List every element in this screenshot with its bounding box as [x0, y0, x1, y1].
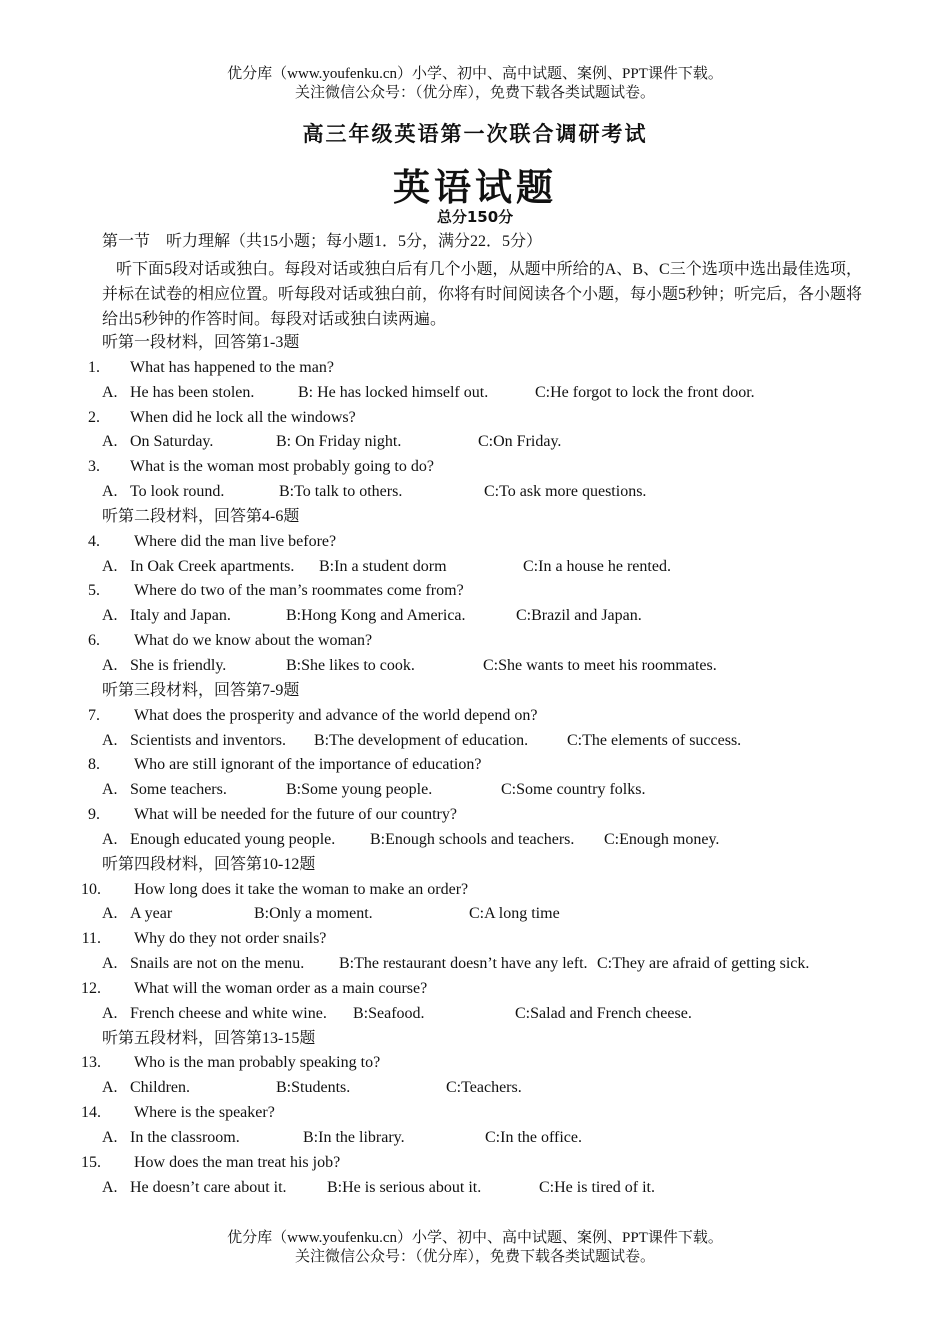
- question-row: [0, 803, 950, 828]
- option-a: In Oak Creek apartments.: [130, 557, 295, 575]
- material-heading: 听第五段材料，回答第13-15题: [102, 1029, 316, 1047]
- option-row: [0, 778, 950, 803]
- option-a: He has been stolen.: [130, 383, 255, 401]
- question-number: 10.: [81, 880, 101, 898]
- question-text: When did he lock all the windows?: [130, 408, 356, 426]
- option-a: Children.: [130, 1079, 190, 1097]
- material-heading: 听第一段材料，回答第1-3题: [102, 334, 300, 351]
- question-text: Who is the man probably speaking to?: [134, 1054, 381, 1072]
- question-text: How long does it take the woman to make an order?: [134, 880, 469, 898]
- option-row: [0, 1002, 950, 1027]
- option-label-a: A.: [102, 656, 118, 674]
- question-number: 2.: [88, 408, 100, 426]
- option-row: [0, 480, 950, 505]
- option-a: In the classroom.: [130, 1129, 240, 1146]
- option-c: C:In the office.: [485, 1129, 583, 1146]
- total-score: 总分150分: [436, 208, 514, 226]
- material-heading: 听第四段材料，回答第10-12题: [102, 855, 316, 873]
- option-b: B:The restaurant doesn’t have any left.: [339, 955, 588, 973]
- option-a: She is friendly.: [130, 656, 227, 674]
- question-number: 5.: [88, 582, 100, 600]
- option-label-a: A.: [102, 1129, 118, 1146]
- option-c: C:He is tired of it.: [539, 1178, 655, 1196]
- question-row: [0, 977, 950, 1002]
- option-label-a: A.: [102, 905, 118, 923]
- material-heading-row: [0, 679, 950, 704]
- option-a: Enough educated young people.: [130, 830, 336, 848]
- question-text: Where do two of the man’s roommates come from?: [134, 582, 464, 600]
- question-text: What is the woman most probably going to do?: [130, 458, 434, 476]
- option-row: [0, 430, 950, 455]
- question-text: How does the man treat his job?: [134, 1153, 341, 1171]
- exam-subtitle: 高三年级英语第一次联合调研考试: [302, 121, 648, 146]
- footer-line-1: 优分库（www.youfenku.cn）小学、初中、高中试题、案例、PPT课件下载。: [227, 1230, 723, 1246]
- option-a: He doesn’t care about it.: [130, 1178, 287, 1196]
- option-b: B:She likes to cook.: [286, 656, 415, 674]
- question-row: [0, 629, 950, 654]
- option-label-a: A.: [102, 607, 118, 625]
- question-number: 7.: [88, 706, 100, 724]
- option-c: C:Brazil and Japan.: [516, 607, 642, 625]
- question-row: [0, 878, 950, 903]
- option-b: B: He has locked himself out.: [298, 383, 489, 401]
- option-label-a: A.: [102, 433, 118, 451]
- option-a: A year: [130, 905, 173, 923]
- option-row: [0, 1126, 950, 1151]
- option-row: [0, 555, 950, 580]
- material-heading: 听第二段材料，回答第4-6题: [102, 507, 300, 525]
- question-number: 9.: [88, 806, 100, 824]
- question-row: [0, 1101, 950, 1126]
- question-number: 11.: [81, 930, 101, 948]
- question-text: What do we know about the woman?: [134, 632, 373, 650]
- option-b: B:Enough schools and teachers.: [370, 830, 575, 848]
- question-text: What has happened to the man?: [130, 358, 334, 376]
- question-number: 1.: [88, 358, 100, 376]
- question-number: 15.: [81, 1153, 101, 1171]
- option-c: C:He forgot to lock the front door.: [535, 383, 755, 401]
- option-c: C:Enough money.: [604, 830, 720, 848]
- question-row: [0, 927, 950, 952]
- question-number: 12.: [81, 979, 101, 997]
- option-a: Italy and Japan.: [130, 607, 231, 625]
- option-c: C:To ask more questions.: [484, 483, 647, 501]
- question-text: What does the prosperity and advance of the world depend on?: [134, 706, 538, 724]
- option-a: Snails are not on the menu.: [130, 955, 305, 973]
- header-line-2: 关注微信公众号：（优分库），免费下载各类试题试卷。: [294, 85, 655, 101]
- option-label-a: A.: [102, 1178, 118, 1196]
- option-label-a: A.: [102, 483, 118, 501]
- question-row: [0, 1051, 950, 1076]
- option-row: [0, 729, 950, 754]
- option-row: [0, 952, 950, 977]
- option-a: On Saturday.: [130, 433, 214, 451]
- option-b: B: On Friday night.: [276, 433, 402, 451]
- question-text: Who are still ignorant of the importance of education?: [134, 756, 482, 774]
- option-row: [0, 828, 950, 853]
- option-row: [0, 1076, 950, 1101]
- option-a: French cheese and white wine.: [130, 1004, 327, 1022]
- question-row: [0, 455, 950, 480]
- question-text: What will the woman order as a main course?: [134, 979, 428, 997]
- option-c: C:She wants to meet his roommates.: [483, 656, 717, 674]
- option-label-a: A.: [102, 1079, 118, 1097]
- question-number: 6.: [88, 632, 100, 650]
- header-line-1: 优分库（www.youfenku.cn）小学、初中、高中试题、案例、PPT课件下载。: [227, 66, 723, 82]
- section-instructions: 听下面5段对话或独白。每段对话或独白后有几个小题，从题中所给的A、B、C三个选项中选出最佳选项，并标在试卷的相应位置。听每段对话或独白前，你将有时间阅读各个小题，每小题5秒钟；听完后，各小题将给出5秒钟的作答时间。每段对话或独白读两遍。: [102, 261, 863, 328]
- question-number: 13.: [81, 1054, 101, 1072]
- material-heading: 听第三段材料，回答第7-9题: [102, 681, 300, 699]
- option-b: B:Hong Kong and America.: [286, 607, 466, 625]
- option-b: B:Seafood.: [353, 1004, 425, 1022]
- option-row: [0, 654, 950, 679]
- option-row: [0, 902, 950, 927]
- question-number: 3.: [88, 458, 100, 476]
- option-b: B:In the library.: [303, 1129, 405, 1146]
- option-row: [0, 381, 950, 406]
- option-b: B:He is serious about it.: [327, 1178, 482, 1196]
- option-label-a: A.: [102, 830, 118, 848]
- question-list: [0, 331, 950, 1201]
- material-heading-row: [0, 505, 950, 530]
- question-row: [0, 579, 950, 604]
- option-c: C:In a house he rented.: [523, 557, 671, 575]
- option-a: Scientists and inventors.: [130, 731, 286, 749]
- material-heading-row: [0, 331, 950, 356]
- option-label-a: A.: [102, 383, 118, 401]
- option-c: C:On Friday.: [478, 433, 562, 451]
- option-a: Some teachers.: [130, 781, 227, 799]
- material-heading-row: [0, 853, 950, 878]
- option-b: B:Some young people.: [286, 781, 433, 799]
- material-heading-row: [0, 1027, 950, 1052]
- question-row: [0, 753, 950, 778]
- question-row: [0, 1151, 950, 1176]
- option-c: C:Teachers.: [446, 1079, 522, 1097]
- option-a: To look round.: [130, 483, 225, 501]
- option-c: C:They are afraid of getting sick.: [597, 955, 810, 973]
- option-b: B:In a student dorm: [319, 557, 447, 575]
- question-row: [0, 704, 950, 729]
- question-number: 14.: [81, 1104, 101, 1122]
- option-b: B:The development of education.: [314, 731, 529, 749]
- option-label-a: A.: [102, 557, 118, 575]
- question-number: 8.: [88, 756, 100, 774]
- exam-title: 英语试题: [393, 165, 557, 209]
- option-b: B:To talk to others.: [279, 483, 403, 501]
- question-text: Where is the speaker?: [134, 1104, 275, 1122]
- question-text: What will be needed for the future of our country?: [134, 806, 457, 824]
- option-c: C:Some country folks.: [501, 781, 646, 799]
- question-text: Why do they not order snails?: [134, 930, 327, 948]
- option-c: C:The elements of success.: [567, 731, 742, 749]
- question-text: Where did the man live before?: [134, 532, 337, 550]
- option-label-a: A.: [102, 731, 118, 749]
- question-row: [0, 406, 950, 431]
- option-row: [0, 604, 950, 629]
- option-c: C:Salad and French cheese.: [515, 1004, 692, 1022]
- question-row: [0, 530, 950, 555]
- question-number: 4.: [88, 532, 100, 550]
- question-row: [0, 356, 950, 381]
- option-c: C:A long time: [469, 905, 560, 923]
- option-label-a: A.: [102, 955, 118, 973]
- option-label-a: A.: [102, 781, 118, 799]
- option-row: [0, 1176, 950, 1201]
- option-label-a: A.: [102, 1004, 118, 1022]
- option-b: B:Students.: [276, 1079, 351, 1097]
- section-heading: 第一节 听力理解（共15小题；每小题1．5分，满分22．5分）: [102, 233, 543, 250]
- option-b: B:Only a moment.: [254, 905, 373, 923]
- footer-line-2: 关注微信公众号：（优分库），免费下载各类试题试卷。: [294, 1249, 655, 1265]
